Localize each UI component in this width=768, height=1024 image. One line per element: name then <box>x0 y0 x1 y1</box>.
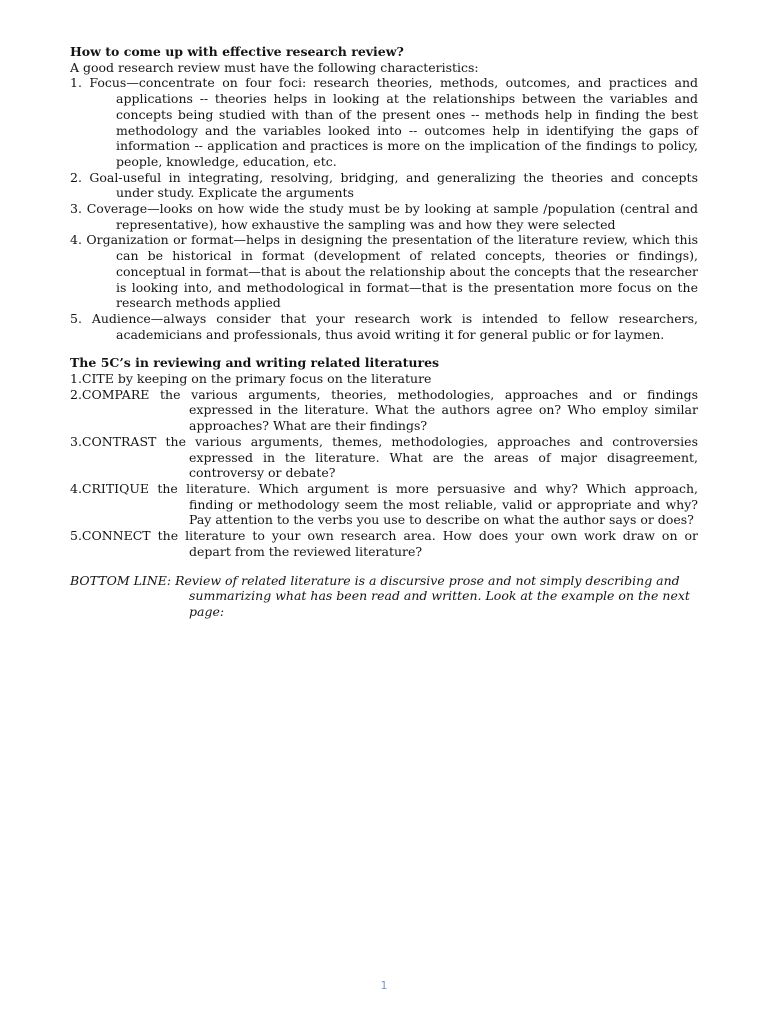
section-spacer <box>70 342 698 355</box>
5c-item-contrast: 3.CONTRAST the various arguments, themes, methodologies, approaches and controversies expressed in the literature. What are the areas of major disagreement, controversy or debate? <box>70 433 698 481</box>
page-number: 1 <box>380 979 388 992</box>
document-page <box>70 44 698 620</box>
bottom-line-paragraph: BOTTOM LINE: Review of related literature is a discursive prose and not simply describing and summarizing what has been read and written. Look at the example on the next page: <box>70 572 690 619</box>
5c-item-compare: 2.COMPARE the various arguments, theories, methodologies, approaches and or findings expressed in the literature. What the authors agree on? Who employ similar approaches? What are their findings? <box>70 386 698 434</box>
characteristic-item-audience: 5. Audience—always consider that your research work is intended to fellow researchers, academicians and professionals, thus avoid writing it for general public or for laymen. <box>70 310 698 342</box>
5c-item-connect: 5.CONNECT the literature to your own research area. How does your own work draw on or depart from the reviewed literature? <box>70 528 698 559</box>
5c-item-critique: 4.CRITIQUE the literature. Which argument is more persuasive and why? Which approach, finding or methodology seem the most reliable, valid or appropriate and why? Pay attention to the verbs you use to describe on what the author says or does? <box>70 480 698 528</box>
characteristic-item-coverage: 3. Coverage—looks on how wide the study must be by looking at sample /population (central and representative), how exhaustive the sampling was and how they were selected <box>70 201 698 232</box>
section-spacer <box>70 560 698 573</box>
characteristic-item-goal: 2. Goal-useful in integrating, resolving, bridging, and generalizing the theories and concepts under study. Explicate the arguments <box>70 169 698 201</box>
intro-paragraph: A good research review must have the following characteristics: <box>70 59 479 75</box>
5c-item-cite: 1.CITE by keeping on the primary focus on the literature <box>70 371 432 387</box>
section-heading-research-review: How to come up with effective research review? <box>70 44 404 59</box>
characteristic-item-organization: 4. Organization or format—helps in designing the presentation of the literature review, which this can be historical in format (development of related concepts, theories or findings), conceptual in format—that is about the relationship about the concepts that the researcher is looking into, and methodological in format—that is the presentation more focus on the research methods applied <box>70 232 698 311</box>
characteristic-item-focus: 1. Focus—concentrate on four foci: research theories, methods, outcomes, and practices and applications -- theories helps in looking at the relationships between the variables and concepts being studied with than of the present ones -- methods help in finding the best methodology and the variables looked into -- outcomes help in identifying the gaps of information -- application and practices is more on the implication of the findings to policy, people, knowledge, education, etc. <box>70 75 698 169</box>
section-heading-5cs: The 5C’s in reviewing and writing related literatures <box>70 355 440 371</box>
